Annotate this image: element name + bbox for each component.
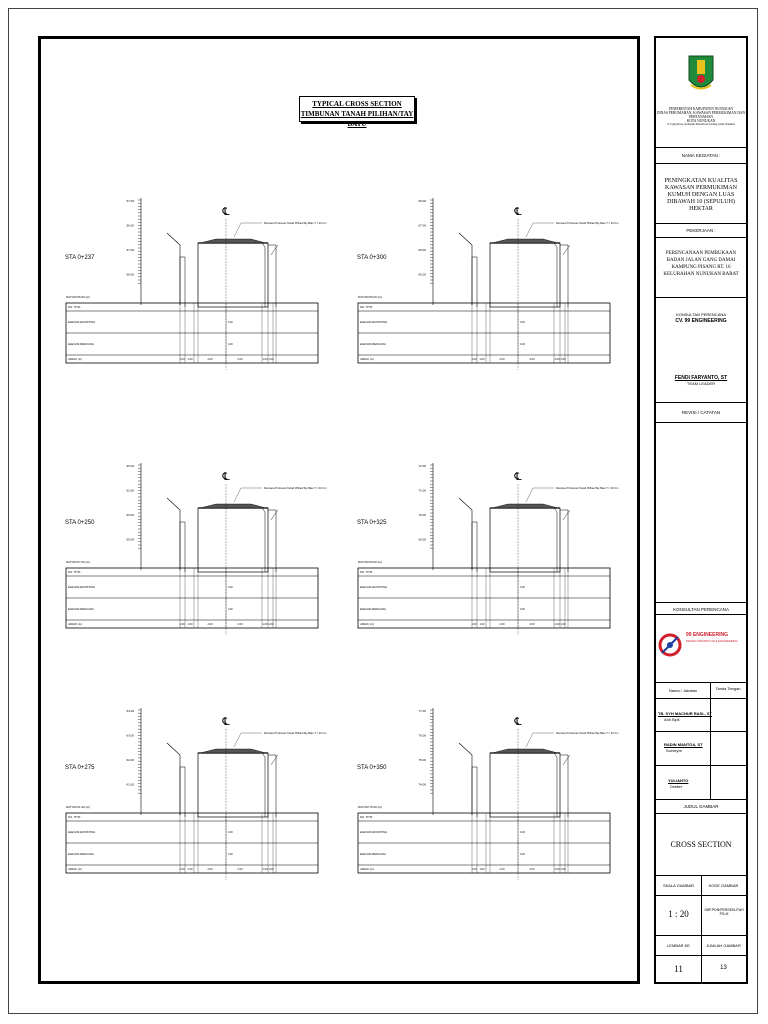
- left-embankment: [167, 233, 180, 305]
- staff-name-3: YULIANTO: [668, 778, 689, 783]
- fill-layer: [200, 504, 266, 508]
- nama-kegiatan-label-cell: [656, 148, 746, 164]
- distance-value: 1.00: [179, 623, 185, 626]
- table-row-label: ELEVASI RENCANA: [68, 342, 94, 347]
- table-row-label: ELEVASI EKSISTING: [68, 830, 96, 835]
- title-block: [654, 36, 748, 984]
- elevation-label: 62.00: [126, 758, 134, 762]
- cross-section-1: [65, 198, 326, 370]
- elevation-rencana-value: 0.00: [520, 853, 525, 856]
- staff-row-3: [656, 766, 746, 800]
- road-body: [490, 508, 560, 572]
- table-row-label: NO. TITIK: [68, 570, 81, 575]
- sta-label: STA 0+325: [357, 520, 387, 526]
- distance-value: 2.00: [237, 868, 243, 871]
- elevation-label: 71.00: [418, 488, 426, 493]
- skala-label: SKALA GAMBAR: [662, 883, 695, 888]
- elevation-label: 76.00: [418, 733, 426, 738]
- pekerjaan-cell: [656, 238, 746, 298]
- distance-value: 2.00: [529, 623, 535, 626]
- cross-section-6: [357, 708, 618, 880]
- right-wall: [560, 245, 568, 307]
- staff-row-2: [656, 732, 746, 766]
- agency-cell: [656, 38, 746, 148]
- consultant-logo-icon: [656, 615, 746, 681]
- kode-label: KODE GAMBAR: [708, 883, 739, 888]
- staff-name-1: TB. SYH MACHUR RASL, ST: [658, 711, 712, 716]
- konsultan-cell: [656, 298, 746, 403]
- distance-value: 1.00: [554, 623, 560, 626]
- right-slope: [563, 245, 570, 255]
- right-drain: [554, 243, 557, 307]
- right-wall: [268, 510, 276, 572]
- annotation-leader: [234, 223, 262, 237]
- right-drain: [262, 243, 265, 307]
- annotation-leader: [526, 223, 554, 237]
- distance-value: 2.00: [499, 358, 505, 361]
- nama-kegiatan-label: NAMA KEGIATAN :: [681, 153, 721, 158]
- fill-layer: [492, 749, 558, 753]
- elevation-existing-value: 0.00: [520, 586, 525, 589]
- table-row-label: NO. TITIK: [68, 305, 81, 310]
- elevation-rencana-value: 0.00: [228, 343, 233, 346]
- right-slope: [271, 755, 278, 765]
- agency-dept: DINAS PERUMAHAN, KAWASAN PERMUKIMAN DAN PERTANAHAN: [656, 111, 746, 119]
- elevation-label: 61.00: [126, 782, 134, 787]
- distance-value: 2.00: [237, 623, 243, 626]
- annotation-leader: [234, 733, 262, 747]
- annotation-text: Rencana Timbunan Tanah Pilihan/Tay Batu T = 20 Cm: [264, 222, 327, 225]
- elevation-rencana-value: 0.00: [520, 343, 525, 346]
- left-drain: [472, 767, 477, 817]
- distance-value: 1.00: [187, 868, 193, 871]
- distance-value: 1.00: [268, 358, 274, 361]
- lembar-label-row: [656, 936, 746, 956]
- distance-value: 1.00: [479, 358, 485, 361]
- elevation-rencana-value: 0.00: [520, 608, 525, 611]
- annotation-text: Rencana Timbunan Tanah Pilihan/Tay Batu T = 20 Cm: [556, 487, 619, 490]
- right-wall: [268, 755, 276, 817]
- elevation-rencana-value: 0.00: [228, 853, 233, 856]
- right-drain: [262, 753, 265, 817]
- lembar-label: LEMBAR KE: [667, 943, 690, 948]
- elevation-label: 69.00: [418, 537, 426, 542]
- distance-value: 1.00: [268, 868, 274, 871]
- staff-name-2: RADIN MANTOA, ST: [664, 742, 703, 747]
- konsultan-label2-cell: [656, 603, 746, 615]
- distance-value: 1.00: [471, 868, 477, 871]
- elevation-label: 66.00: [418, 248, 426, 252]
- elevation-label: 63.00: [126, 733, 134, 738]
- elevation-existing-value: 0.00: [228, 831, 233, 834]
- elevation-label: 72.00: [418, 464, 426, 468]
- sta-label: STA 0+237: [65, 255, 95, 261]
- distance-value: 1.00: [479, 868, 485, 871]
- jumlah-value: 13: [720, 965, 727, 971]
- skala-kode-label-row: [656, 876, 746, 896]
- konsultan-name: CV. 99 ENGINEERING: [675, 318, 727, 324]
- table-row-label: JARAK (m): [360, 622, 374, 627]
- sta-label: STA 0+275: [65, 765, 95, 771]
- right-wall: [560, 510, 568, 572]
- left-drain: [180, 522, 185, 572]
- table-row-label: JARAK (m): [360, 357, 374, 362]
- staff-role-3: Drafter: [670, 784, 683, 789]
- annotation-leader: [526, 733, 554, 747]
- table-row-label: JARAK (m): [68, 357, 82, 362]
- staff-role-2: Surveyor: [666, 748, 683, 753]
- cross-section-3: [65, 463, 326, 635]
- judul-cell: [656, 814, 746, 876]
- road-body: [490, 243, 560, 307]
- leader-name: FENDI FARYANTO, ST: [674, 375, 728, 381]
- tanda-tangan-label: Tanda Tangan: [715, 686, 741, 691]
- table-row-label: NO. TITIK: [360, 305, 373, 310]
- staff-header-cell: [656, 683, 746, 699]
- distance-value: 1.00: [187, 623, 193, 626]
- left-drain: [180, 257, 185, 307]
- distance-value: 2.00: [237, 358, 243, 361]
- distance-value: 1.00: [187, 358, 193, 361]
- distance-value: 2.00: [207, 623, 213, 626]
- table-row-label: ELEVASI RENCANA: [68, 607, 94, 612]
- leader-role: TEAM LEADER: [686, 381, 716, 386]
- right-drain: [554, 753, 557, 817]
- distance-value: 2.00: [207, 868, 213, 871]
- distance-value: 2.00: [529, 358, 535, 361]
- nama-jabatan-label: Nama / Jabatan: [668, 688, 698, 693]
- table-row-label: ELEVASI EKSISTING: [360, 320, 388, 325]
- table-row-label: NO. TITIK: [360, 570, 373, 575]
- cross-section-2: [357, 198, 618, 370]
- konsultan-label2: KONSULTAN PERENCANA: [672, 607, 730, 612]
- centerline-symbol: ℄: [514, 206, 522, 218]
- distance-value: 1.00: [471, 358, 477, 361]
- pekerjaan: PERENCANAAN PEMBUKAAN BADAN JALAN GANG DAMAI KAMPUNG PISANG RT. 16 KELURAHAN NUNUKAN BARAT: [663, 251, 739, 277]
- distance-value: 1.00: [179, 868, 185, 871]
- datum-label: DATUM 57.00 (m): [66, 560, 91, 564]
- datum-label: DATUM 56.00 (m): [358, 295, 383, 299]
- elevation-label: 56.00: [126, 272, 134, 277]
- regency-emblem-icon: [686, 52, 716, 96]
- left-drain: [180, 767, 185, 817]
- right-slope: [271, 245, 278, 255]
- elevation-existing-value: 0.00: [520, 321, 525, 324]
- centerline-symbol: ℄: [222, 471, 230, 483]
- distance-value: 2.00: [529, 868, 535, 871]
- distance-value: 1.00: [554, 868, 560, 871]
- elevation-label: 59.00: [126, 537, 134, 542]
- judul-label-cell: [656, 800, 746, 814]
- pekerjaan-label: PEKERJAAN :: [686, 228, 716, 233]
- annotation-leader: [526, 488, 554, 502]
- elevation-existing-value: 0.00: [520, 831, 525, 834]
- distance-value: 1.00: [262, 868, 268, 871]
- centerline-symbol: ℄: [222, 716, 230, 728]
- distance-value: 2.00: [499, 623, 505, 626]
- sta-label: STA 0+300: [357, 255, 387, 261]
- fill-layer: [492, 239, 558, 243]
- skala-value: 1 : 20: [668, 909, 689, 919]
- sta-label: STA 0+350: [357, 765, 387, 771]
- pekerjaan-label-cell: [656, 224, 746, 238]
- elevation-label: 60.00: [126, 513, 134, 517]
- nama-kegiatan-cell: [656, 164, 746, 224]
- table-row-label: ELEVASI EKSISTING: [360, 585, 388, 590]
- judul-label: JUDUL GAMBAR: [683, 804, 719, 809]
- elevation-label: 77.00: [418, 709, 426, 713]
- table-row-label: ELEVASI RENCANA: [68, 852, 94, 857]
- distance-value: 1.00: [560, 623, 566, 626]
- annotation-leader: [234, 488, 262, 502]
- judul-value: CROSS SECTION: [670, 840, 732, 849]
- fill-layer: [200, 749, 266, 753]
- centerline-symbol: ℄: [514, 716, 522, 728]
- cross-section-5: [65, 708, 326, 880]
- right-drain: [554, 508, 557, 572]
- right-slope: [563, 755, 570, 765]
- drawing-title-line2: TIMBUNAN TANAH PILIHAN/TAY BATU: [300, 110, 414, 128]
- right-slope: [271, 510, 278, 520]
- road-body: [490, 753, 560, 817]
- agency-city: KOTA NUNUKAN: [686, 119, 716, 123]
- right-slope: [563, 510, 570, 520]
- table-row-label: ELEVASI RENCANA: [360, 852, 386, 857]
- distance-value: 1.00: [554, 358, 560, 361]
- lembar-value: 11: [674, 964, 683, 974]
- distance-value: 1.00: [560, 868, 566, 871]
- distance-value: 1.00: [262, 358, 268, 361]
- left-embankment: [459, 498, 472, 570]
- fill-layer: [200, 239, 266, 243]
- annotation-text: Rencana Timbunan Tanah Pilihan/Tay Batu T = 20 Cm: [556, 222, 619, 225]
- right-wall: [560, 755, 568, 817]
- distance-value: 1.00: [262, 623, 268, 626]
- distance-value: 1.00: [268, 623, 274, 626]
- elevation-label: 74.00: [418, 782, 426, 787]
- table-row-label: JARAK (m): [68, 867, 82, 872]
- lembar-value-row: [656, 956, 746, 982]
- table-row-label: JARAK (m): [68, 622, 82, 627]
- drawing-title-line1: TYPICAL CROSS SECTION: [312, 100, 402, 108]
- datum-label: DATUM 69.00 (m): [358, 560, 383, 564]
- distance-value: 1.00: [179, 358, 185, 361]
- table-row-label: NO. TITIK: [360, 815, 373, 820]
- table-row-label: ELEVASI RENCANA: [360, 607, 386, 612]
- table-row-label: NO. TITIK: [68, 815, 81, 820]
- road-body: [198, 753, 268, 817]
- distance-value: 2.00: [207, 358, 213, 361]
- left-embankment: [167, 498, 180, 570]
- centerline-symbol: ℄: [514, 471, 522, 483]
- revisi-area: [656, 423, 746, 603]
- elevation-label: 65.00: [418, 272, 426, 277]
- fill-layer: [492, 504, 558, 508]
- elevation-label: 56.00: [126, 223, 134, 228]
- table-row-label: ELEVASI EKSISTING: [68, 585, 96, 590]
- revisi-label: REVISI / CATATAN: [681, 410, 721, 415]
- elevation-existing-value: 0.00: [228, 586, 233, 589]
- distance-value: 1.00: [560, 358, 566, 361]
- table-row-label: ELEVASI EKSISTING: [360, 830, 388, 835]
- left-drain: [472, 257, 477, 307]
- annotation-text: Rencana Timbunan Tanah Pilihan/Tay Batu T = 20 Cm: [264, 732, 327, 735]
- elevation-label: 67.00: [418, 223, 426, 228]
- datum-label: DATUM 75.00 (m): [358, 805, 383, 809]
- revisi-label-cell: [656, 403, 746, 423]
- sta-label: STA 0+250: [65, 520, 95, 526]
- distance-value: 1.00: [471, 623, 477, 626]
- datum-label: DATUM 61.00 (m): [66, 805, 91, 809]
- staff-row-1: [656, 699, 746, 732]
- road-body: [198, 243, 268, 307]
- elevation-existing-value: 0.00: [228, 321, 233, 324]
- elevation-label: 75.00: [418, 758, 426, 762]
- centerline-symbol: ℄: [222, 206, 230, 218]
- left-embankment: [459, 233, 472, 305]
- distance-value: 1.00: [479, 623, 485, 626]
- elevation-label: 57.00: [126, 248, 134, 252]
- cross-section-4: [357, 463, 618, 635]
- annotation-text: Rencana Timbunan Tanah Pilihan/Tay Batu T = 20 Cm: [264, 487, 327, 490]
- logo-sub: DESAIN ARSITEKTUR & ENGINEERING: [686, 639, 738, 643]
- kode-value: SBP.PDN/PERSEKUTAH PS-M: [704, 908, 744, 916]
- right-drain: [262, 508, 265, 572]
- konsultan-label: KONSULTAN PERENCANA: [676, 312, 726, 317]
- consultant-logo-cell: [656, 615, 746, 683]
- right-wall: [268, 245, 276, 307]
- elevation-label: 66.00: [418, 199, 426, 203]
- table-row-label: ELEVASI RENCANA: [360, 342, 386, 347]
- datum-label: DATUM 56.00 (m): [66, 295, 91, 299]
- table-row-label: ELEVASI EKSISTING: [68, 320, 96, 325]
- elevation-label: 70.00: [418, 513, 426, 517]
- left-drain: [472, 522, 477, 572]
- elevation-label: 60.00: [126, 464, 134, 468]
- jumlah-label: JUMLAH GAMBAR: [706, 943, 741, 948]
- road-body: [198, 508, 268, 572]
- nama-kegiatan: PENINGKATAN KUALITAS KAWASAN PERMUKIMAN KUMUH DENGAN LUAS DIBAWAH 10 (SEPULUH) HEKTAR: [664, 178, 738, 212]
- logo-name: 99 ENGINEERING: [686, 632, 728, 638]
- skala-kode-value-row: [656, 896, 746, 936]
- left-embankment: [459, 743, 472, 815]
- distance-value: 2.00: [499, 868, 505, 871]
- left-embankment: [167, 743, 180, 815]
- elevation-label: 64.00: [126, 709, 134, 713]
- agency-name: PEMERINTAH KABUPATEN NUNUKAN: [669, 107, 733, 111]
- annotation-text: Rencana Timbunan Tanah Pilihan/Tay Batu T = 20 Cm: [556, 732, 619, 735]
- staff-role-1: Ahli Sipil: [664, 717, 680, 722]
- agency-address: Jl. Ujang Dewa, Kompleks Perkantoran Gedung Gadis, Nunukan: [667, 123, 735, 126]
- elevation-rencana-value: 0.00: [228, 608, 233, 611]
- elevation-label: 57.00: [126, 199, 134, 203]
- elevation-label: 61.00: [126, 488, 134, 493]
- table-row-label: JARAK (m): [360, 867, 374, 872]
